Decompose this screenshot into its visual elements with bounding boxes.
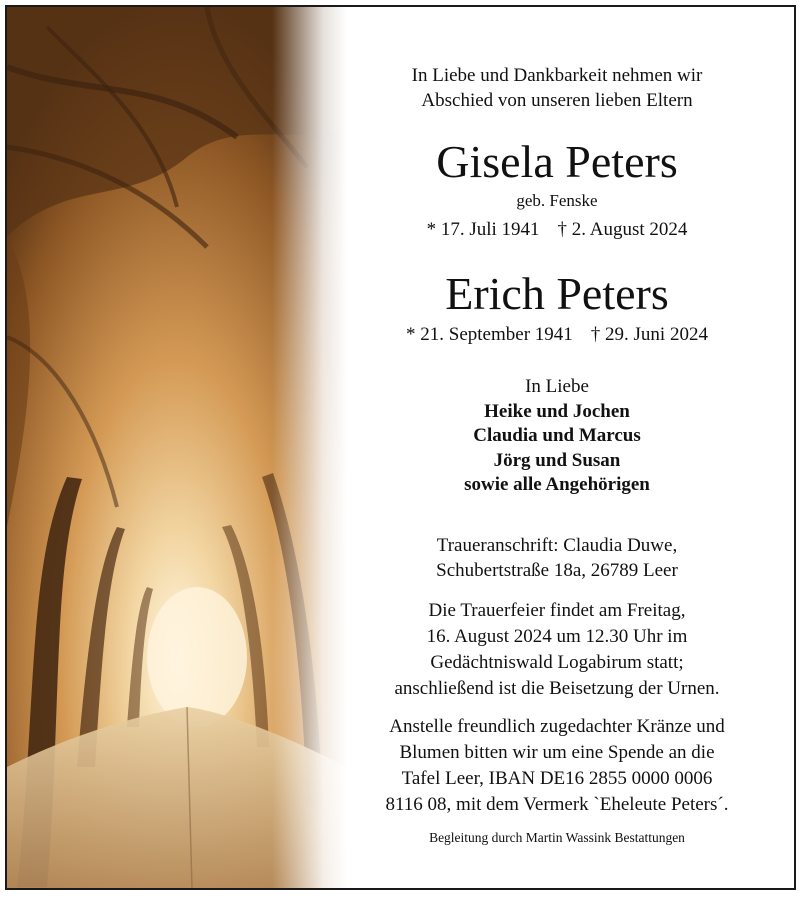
ceremony-line: Die Trauerfeier findet am Freitag, — [428, 600, 686, 621]
image-fade-overlay — [7, 7, 347, 888]
donation-line: Tafel Leer, IBAN DE16 2855 0000 0006 — [401, 768, 713, 789]
address-line: Traueranschrift: Claudia Duwe, — [436, 535, 678, 556]
person1-name: Gisela Peters — [436, 136, 678, 187]
person1-birth-name: geb. Fenske — [516, 191, 598, 210]
family-member: Heike und Jochen — [484, 400, 630, 422]
family-intro: In Liebe — [525, 376, 589, 397]
family-member: Jörg und Susan — [493, 449, 621, 471]
person2-dates — [357, 323, 757, 347]
donation-line: 8116 08, mit dem Vermerk `Eheleute Peters´. — [385, 794, 729, 815]
family-member: Claudia und Marcus — [473, 425, 641, 446]
ceremony-info — [357, 598, 757, 702]
undertaker-credit: Begleitung durch Martin Wassink Bestattungen — [429, 830, 685, 845]
person1-died: † 2. August 2024 — [557, 219, 688, 240]
ceremony-line: Gedächtniswald Logabirum statt; — [430, 652, 684, 673]
address-line: Schubertstraße 18a, 26789 Leer — [436, 560, 678, 581]
person2-died: † 29. Juni 2024 — [590, 324, 708, 345]
ceremony-line: 16. August 2024 um 12.30 Uhr im — [426, 626, 688, 647]
intro-line: In Liebe und Dankbarkeit nehmen wir — [411, 65, 703, 86]
person1-dates — [357, 218, 757, 242]
donation-line: Anstelle freundlich zugedachter Kränze und — [389, 716, 725, 737]
intro-line: Abschied von unseren lieben Eltern — [421, 90, 693, 111]
person1-born: * 17. Juli 1941 — [426, 219, 540, 240]
person2-name: Erich Peters — [445, 268, 669, 319]
intro-text — [357, 63, 757, 113]
person2-born: * 21. September 1941 — [406, 324, 573, 345]
donation-line: Blumen bitten wir um eine Spende an die — [399, 742, 715, 763]
notice-frame — [5, 5, 796, 890]
donation-info — [357, 714, 757, 818]
mourning-address — [357, 533, 757, 583]
ceremony-line: anschließend ist die Beisetzung der Urnen. — [394, 678, 720, 699]
family-member: sowie alle Angehörigen — [464, 474, 650, 495]
family-block — [357, 375, 757, 498]
